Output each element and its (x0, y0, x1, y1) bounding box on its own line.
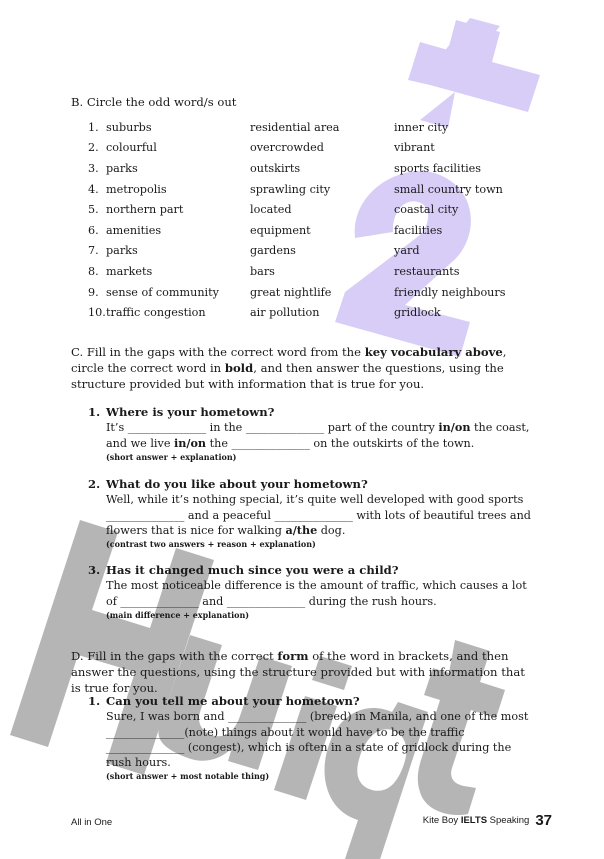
body-text: Well, while it’s nothing special, it’s quite well developed with good sports ______________ and a peaceful ______________ with lots of beautiful trees and flowers that is nice for walking (106, 493, 531, 537)
word-row (88, 199, 544, 220)
question-body (106, 709, 533, 782)
question-heading (88, 405, 533, 420)
footer-book-title: All in One (71, 817, 113, 828)
word-option-1: traffic congestion (106, 306, 206, 320)
footer-series-suffix: Speaking (487, 815, 530, 826)
word-option-2: bars (250, 264, 275, 278)
body-text: the ______________ on the outskirts of the town. (206, 436, 475, 450)
body-text: dog. (317, 523, 346, 537)
odd-word-table (88, 117, 544, 323)
question-body (106, 578, 533, 621)
row-number: 10. (88, 306, 106, 320)
word-option-2: residential area (250, 120, 340, 134)
section-d-text: D. Fill in the gaps with the correct (71, 649, 278, 663)
question-title: What do you like about your hometown? (106, 477, 368, 491)
section-c-text: , circle the correct word in (71, 345, 507, 375)
word-option-2: overcrowded (250, 141, 324, 155)
word-option-3: sports facilities (394, 161, 482, 175)
word-option-1: parks (106, 161, 138, 175)
body-text: the coast, and we live (106, 421, 530, 450)
section-c-bold-2: bold (224, 361, 254, 375)
word-row (88, 220, 544, 241)
word-option-2: located (250, 203, 292, 217)
word-option-3: small country town (394, 182, 503, 196)
word-option-2: equipment (250, 223, 311, 237)
question-heading (88, 563, 533, 578)
footer-series-prefix: Kite Boy (422, 815, 461, 826)
word-option-3: facilities (394, 223, 443, 237)
section-d-text: of the word in brackets, and then answer the questions, using the structure provided but with information that is true for you. (71, 649, 525, 695)
word-option-3: inner city (394, 120, 449, 134)
question-c3 (88, 563, 533, 621)
body-text: The most noticeable difference is the amount of traffic, which causes a lot of ______________ and ______________ during the rush hours. (106, 579, 527, 608)
word-option-1: metropolis (106, 182, 167, 196)
word-row (88, 117, 544, 138)
row-number: 2. (88, 141, 99, 155)
row-number: 4. (88, 182, 99, 196)
question-number: 1. (88, 405, 101, 419)
question-d1 (88, 694, 533, 782)
word-option-3: friendly neighbours (394, 285, 506, 299)
word-option-1: parks (106, 244, 138, 258)
section-b-title: B. Circle the odd word/s out (71, 95, 237, 109)
choice-bold: a/the (285, 522, 318, 537)
word-option-2: outskirts (250, 161, 301, 175)
word-row (88, 302, 544, 323)
question-c1 (88, 405, 533, 463)
word-option-1: markets (106, 264, 153, 278)
row-number: 9. (88, 285, 99, 299)
page-number: 37 (535, 812, 552, 829)
word-option-1: suburbs (106, 120, 152, 134)
word-row (88, 138, 544, 159)
word-option-2: air pollution (250, 306, 320, 320)
row-number: 8. (88, 264, 99, 278)
footer-series-bold: IELTS (460, 815, 488, 826)
body-text: It’s ______________ in the ______________ part of the country (106, 421, 439, 435)
section-c-instructions (71, 344, 533, 392)
row-number: 1. (88, 120, 99, 134)
word-option-2: sprawling city (250, 182, 331, 196)
section-d-bold: form (277, 649, 309, 663)
row-number: 5. (88, 203, 99, 217)
word-option-3: restaurants (394, 264, 460, 278)
word-option-3: coastal city (394, 203, 459, 217)
word-option-1: northern part (106, 203, 184, 217)
word-option-1: sense of community (106, 285, 219, 299)
question-heading (88, 477, 533, 492)
choice-bold: in/on (438, 420, 471, 435)
structure-hint: (main difference + explanation) (106, 609, 250, 620)
word-option-2: gardens (250, 244, 296, 258)
row-number: 7. (88, 244, 99, 258)
question-heading (88, 694, 533, 709)
row-number: 6. (88, 223, 99, 237)
question-number: 2. (88, 477, 101, 491)
word-option-1: amenities (106, 223, 162, 237)
word-option-2: great nightlife (250, 285, 332, 299)
structure-hint: (short answer + most notable thing) (106, 771, 270, 782)
question-body (106, 420, 533, 463)
section-c-text: , and then answer the questions, using the structure provided but with information that is true for you. (71, 361, 504, 391)
word-option-1: colourful (106, 141, 157, 155)
word-row (88, 261, 544, 282)
word-row (88, 241, 544, 262)
question-title: Can you tell me about your hometown? (106, 694, 360, 708)
question-number: 3. (88, 563, 101, 577)
question-body (106, 492, 533, 550)
structure-hint: (short answer + explanation) (106, 451, 237, 462)
word-option-3: yard (394, 244, 420, 258)
structure-hint: (contrast two answers + reason + explanation) (106, 539, 316, 550)
section-d-instructions (71, 648, 533, 696)
question-number: 1. (88, 694, 101, 708)
section-c-text: C. Fill in the gaps with the correct word from the (71, 345, 365, 359)
word-row (88, 179, 544, 200)
row-number: 3. (88, 161, 99, 175)
body-text: Sure, I was born and ______________ (breed) in Manila, and one of the most ______________(note) things about it would have to be the traffic ______________ (congest), which is often in a state of gridlock during the rush hours. (106, 710, 529, 770)
word-option-3: vibrant (394, 141, 435, 155)
choice-bold: in/on (174, 435, 207, 450)
question-title: Where is your hometown? (106, 405, 275, 419)
question-c2 (88, 477, 533, 550)
footer-series (423, 812, 552, 829)
word-row (88, 158, 544, 179)
question-title: Has it changed much since you were a child? (106, 563, 399, 577)
word-option-3: gridlock (394, 306, 441, 320)
section-c-bold-1: key vocabulary above (364, 345, 503, 359)
word-row (88, 282, 544, 303)
